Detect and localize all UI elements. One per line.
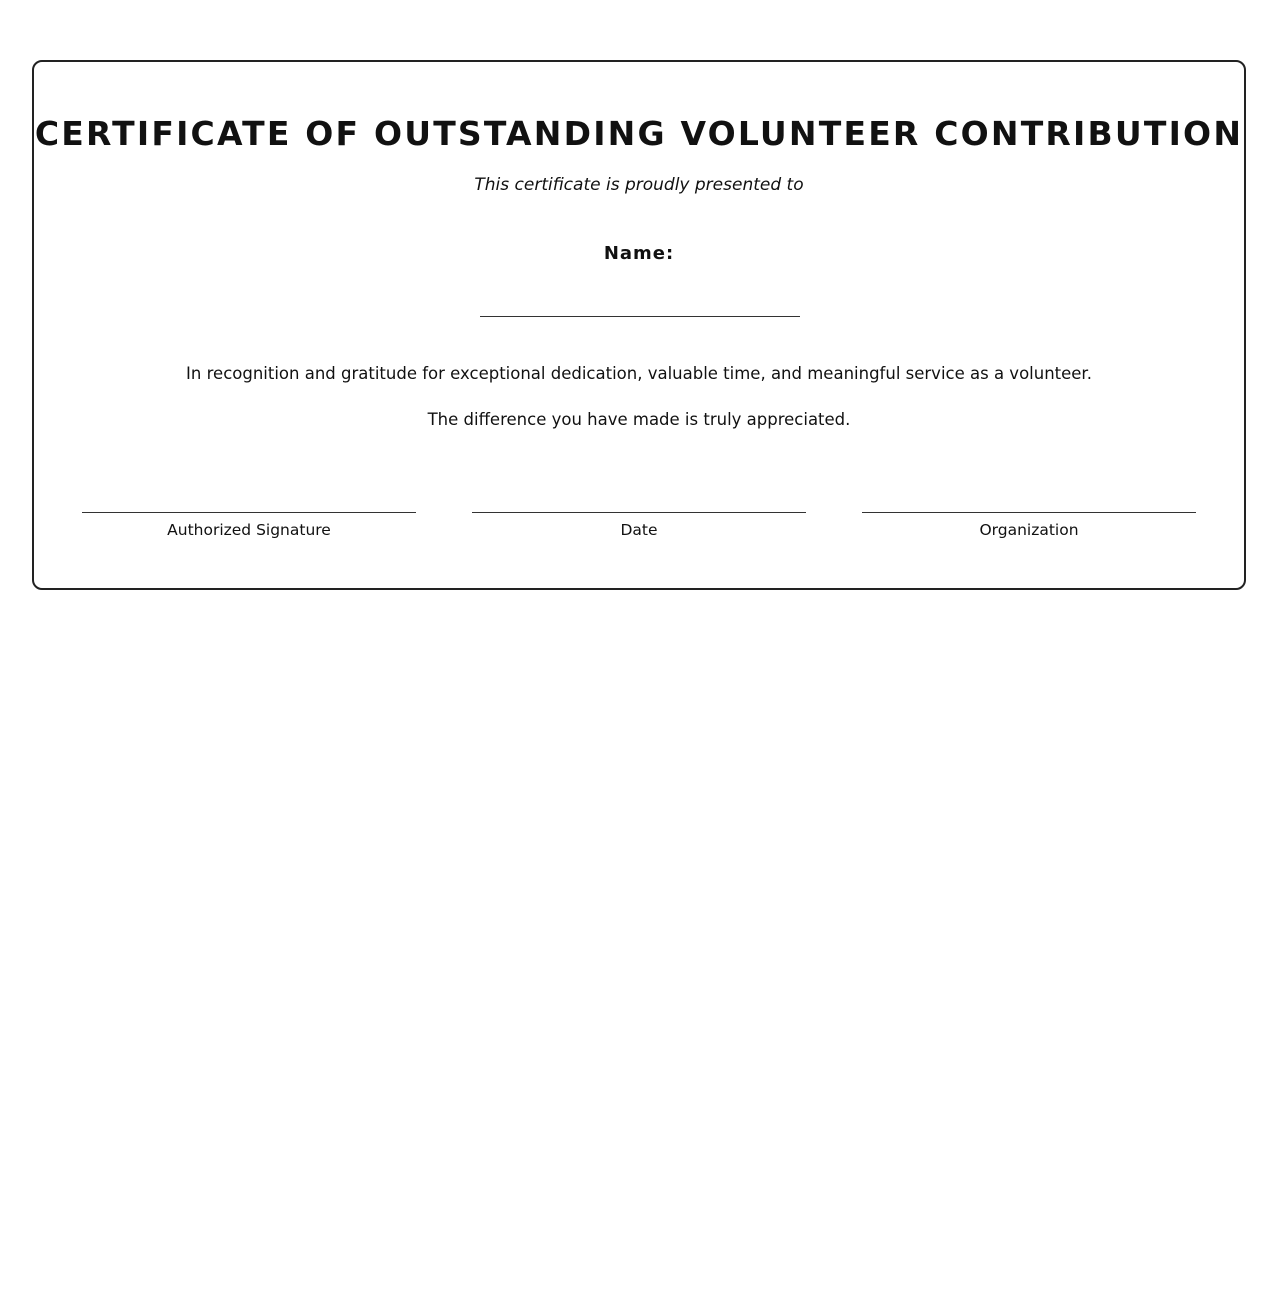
recognition-text: In recognition and gratitude for exceptional dedication, valuable time, and meaningful service as a volunteer. bbox=[186, 364, 1092, 383]
signature-block-date bbox=[472, 512, 806, 539]
date-line bbox=[472, 512, 806, 513]
name-line bbox=[480, 316, 800, 317]
name-label: Name: bbox=[603, 243, 675, 264]
certificate-title: CERTIFICATE OF OUTSTANDING VOLUNTEER CONTRIBUTION bbox=[34, 114, 1244, 153]
signature-block-authorized bbox=[82, 512, 416, 539]
date-label: Date bbox=[620, 521, 658, 539]
certificate-subtitle: This certificate is proudly presented to bbox=[474, 175, 804, 195]
organization-line bbox=[862, 512, 1196, 513]
appreciation-text: The difference you have made is truly appreciated. bbox=[427, 410, 851, 429]
signature-line bbox=[82, 512, 416, 513]
signature-label: Authorized Signature bbox=[167, 521, 331, 539]
organization-label: Organization bbox=[979, 521, 1079, 539]
signature-block-organization bbox=[862, 512, 1196, 539]
certificate-frame bbox=[32, 60, 1246, 590]
